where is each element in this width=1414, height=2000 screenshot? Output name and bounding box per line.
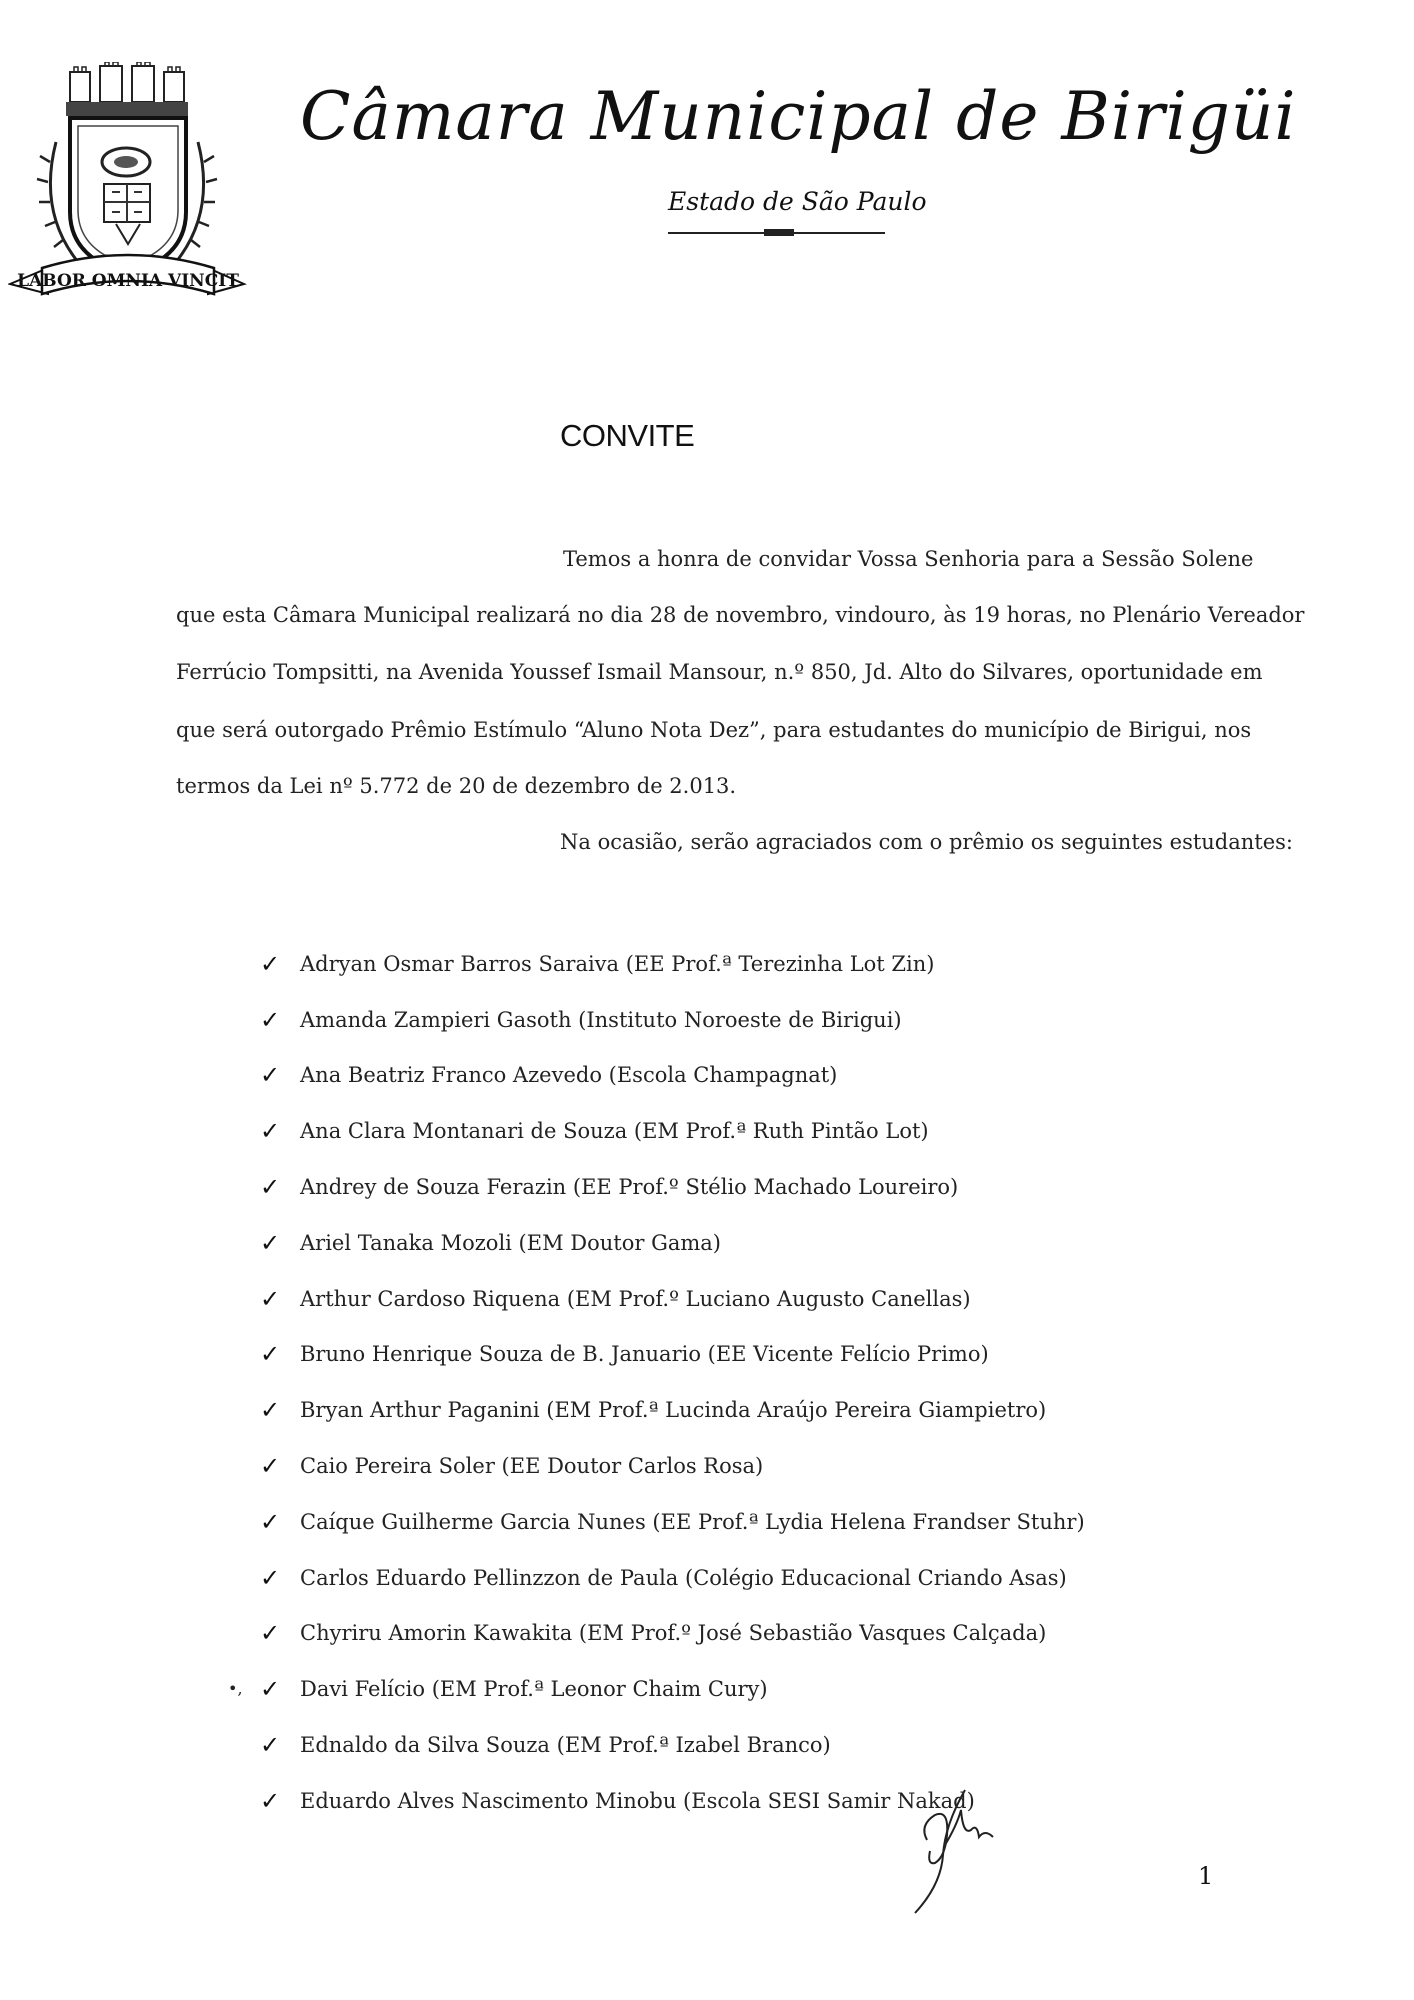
student-entry: Carlos Eduardo Pellinzzon de Paula (Colégio Educacional Criando Asas) — [300, 1565, 1067, 1590]
check-icon: ✓ — [260, 1228, 281, 1257]
check-icon: ✓ — [260, 1452, 281, 1481]
body-line-4: que será outorgado Prêmio Estímulo “Aluno Nota Dez”, para estudantes do município de Birigui, nos — [176, 718, 1252, 742]
check-icon: ✓ — [260, 1396, 281, 1425]
check-icon: ✓ — [260, 1731, 281, 1760]
signature-icon — [905, 1785, 1020, 1915]
check-icon: ✓ — [260, 1117, 281, 1146]
student-entry: Eduardo Alves Nascimento Minobu (Escola SESI Samir Nakad) — [300, 1788, 975, 1813]
student-entry: Caio Pereira Soler (EE Doutor Carlos Rosa) — [300, 1454, 764, 1479]
student-entry: Bryan Arthur Paganini (EM Prof.ª Lucinda Araújo Pereira Giampietro) — [300, 1398, 1047, 1423]
body-line-2: que esta Câmara Municipal realizará no dia 28 de novembro, vindouro, às 19 horas, no Plenário Vereador — [176, 603, 1305, 627]
student-list — [260, 936, 1085, 1829]
student-entry: Amanda Zampieri Gasoth (Instituto Noroeste de Birigui) — [300, 1007, 902, 1032]
student-entry: Davi Felício (EM Prof.ª Leonor Chaim Cury) — [300, 1677, 768, 1702]
check-icon: ✓ — [260, 1340, 281, 1369]
list-item — [260, 1159, 1085, 1215]
list-item — [260, 992, 1085, 1048]
list-item — [260, 1103, 1085, 1159]
document-title: CONVITE — [560, 418, 695, 453]
list-item — [260, 1661, 1085, 1717]
state-name: Estado de São Paulo — [668, 187, 927, 216]
student-entry: Chyriru Amorin Kawakita (EM Prof.º José Sebastião Vasques Calçada) — [300, 1621, 1047, 1646]
list-item — [260, 1048, 1085, 1104]
coat-of-arms-icon — [8, 62, 258, 312]
check-icon: ✓ — [260, 1005, 281, 1034]
body-line-6: Na ocasião, serão agraciados com o prêmio os seguintes estudantes: — [560, 830, 1294, 854]
body-line-3: Ferrúcio Tompsitti, na Avenida Youssef Ismail Mansour, n.º 850, Jd. Alto do Silvares, oportunidade em — [176, 660, 1263, 684]
student-entry: Arthur Cardoso Riquena (EM Prof.º Luciano Augusto Canellas) — [300, 1286, 971, 1311]
list-item — [260, 1382, 1085, 1438]
check-icon: ✓ — [260, 1675, 281, 1704]
list-item — [260, 1215, 1085, 1271]
student-entry: Caíque Guilherme Garcia Nunes (EE Prof.ª Lydia Helena Frandser Stuhr) — [300, 1509, 1085, 1534]
list-item — [260, 1494, 1085, 1550]
check-icon: ✓ — [260, 1173, 281, 1202]
check-icon: ✓ — [260, 1061, 281, 1090]
student-entry: Ednaldo da Silva Souza (EM Prof.ª Izabel Branco) — [300, 1733, 831, 1758]
student-entry: Bruno Henrique Souza de B. Januario (EE Vicente Felício Primo) — [300, 1342, 989, 1367]
institution-name: Câmara Municipal de Birigüi — [300, 78, 1297, 155]
header-divider-mark — [764, 229, 794, 236]
body-line-5: termos da Lei nº 5.772 de 20 de dezembro de 2.013. — [176, 774, 737, 798]
check-icon: ✓ — [260, 1563, 281, 1592]
list-item — [260, 1550, 1085, 1606]
student-entry: Andrey de Souza Ferazin (EE Prof.º Stélio Machado Loureiro) — [300, 1175, 959, 1200]
list-item — [260, 936, 1085, 992]
check-icon: ✓ — [260, 949, 281, 978]
list-item — [260, 1327, 1085, 1383]
list-item — [260, 1717, 1085, 1773]
list-item — [260, 1606, 1085, 1662]
list-item — [260, 1271, 1085, 1327]
student-entry: Ariel Tanaka Mozoli (EM Doutor Gama) — [300, 1230, 721, 1255]
body-line-1: Temos a honra de convidar Vossa Senhoria para a Sessão Solene — [563, 547, 1254, 571]
student-entry: Adryan Osmar Barros Saraiva (EE Prof.ª Terezinha Lot Zin) — [300, 951, 935, 976]
check-icon: ✓ — [260, 1619, 281, 1648]
list-item — [260, 1438, 1085, 1494]
student-entry: Ana Beatriz Franco Azevedo (Escola Champagnat) — [300, 1063, 838, 1088]
student-entry: Ana Clara Montanari de Souza (EM Prof.ª Ruth Pintão Lot) — [300, 1119, 929, 1144]
svg-text:LABOR OMNIA VINCIT: LABOR OMNIA VINCIT — [17, 271, 239, 291]
check-icon: ✓ — [260, 1507, 281, 1536]
check-icon: ✓ — [260, 1284, 281, 1313]
page-number: 1 — [1198, 1862, 1214, 1890]
check-icon: ✓ — [260, 1786, 281, 1815]
stray-mark: •, — [228, 1679, 243, 1698]
